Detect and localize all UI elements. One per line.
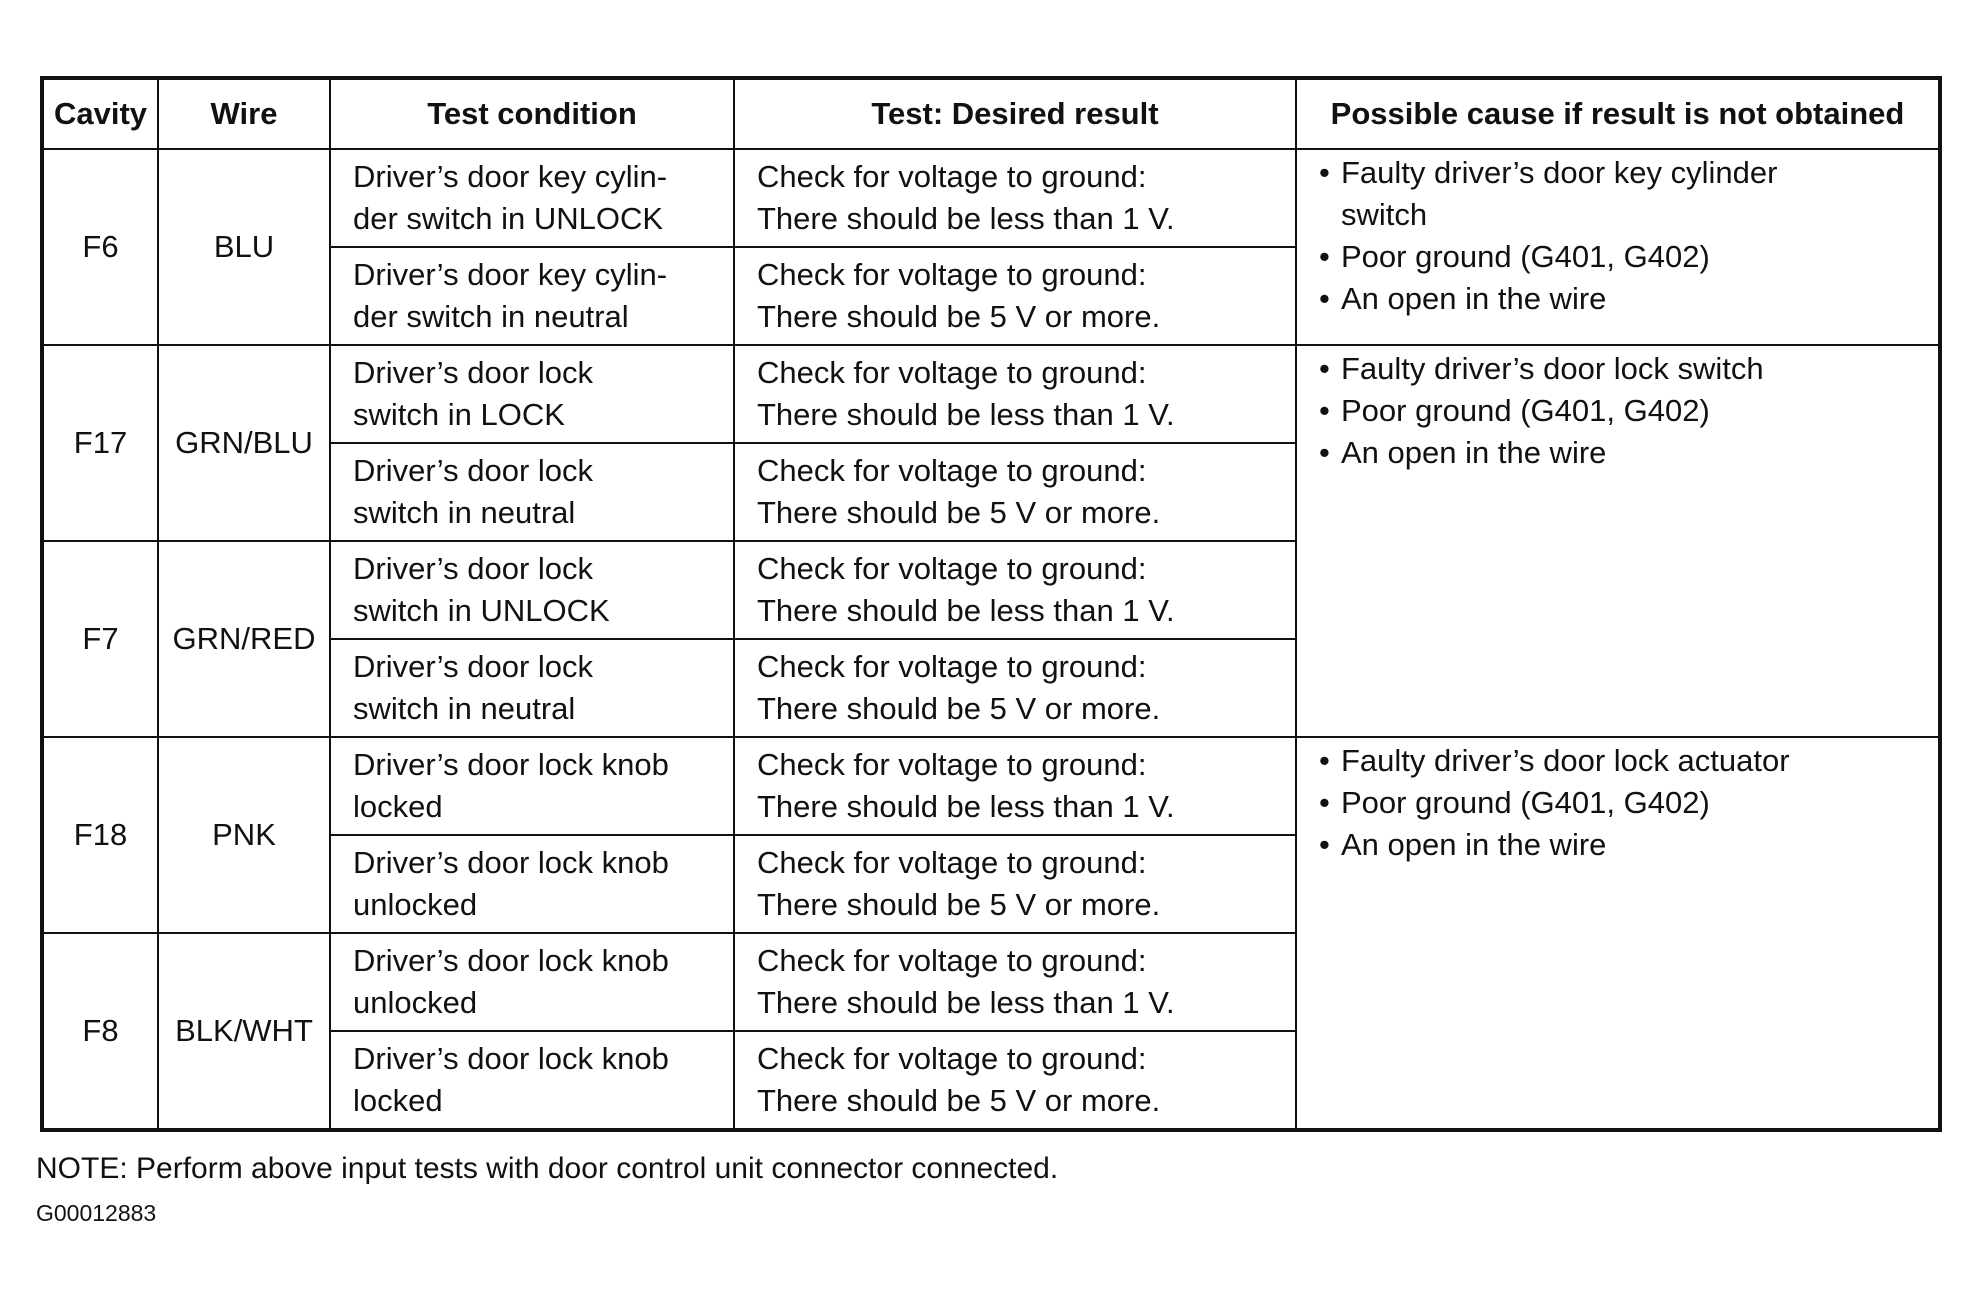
text-line: Driver’s door key cylin- bbox=[353, 159, 668, 194]
desired-result-cell bbox=[734, 1031, 1296, 1130]
text-line: switch in neutral bbox=[353, 495, 576, 530]
text-line: der switch in UNLOCK bbox=[353, 201, 664, 236]
test-condition-cell bbox=[330, 639, 734, 737]
cause-item: • Poor ground (G401, G402) bbox=[1319, 782, 1926, 824]
cavity-cell: F6 bbox=[42, 149, 158, 345]
text-line: Driver’s door lock knob bbox=[353, 943, 669, 978]
desired-result-cell bbox=[734, 443, 1296, 541]
test-condition-cell bbox=[330, 541, 734, 639]
table-body bbox=[42, 149, 1940, 1130]
text-line: Check for voltage to ground: bbox=[757, 747, 1147, 782]
footnote: NOTE: Perform above input tests with door control unit connector connected. bbox=[36, 1152, 1059, 1185]
cause-item: • An open in the wire bbox=[1319, 432, 1926, 474]
text-line: der switch in neutral bbox=[353, 299, 629, 334]
header-possible-cause: Possible cause if result is not obtained bbox=[1296, 78, 1940, 149]
cause-item-continuation: switch bbox=[1341, 197, 1428, 232]
desired-result-cell bbox=[734, 933, 1296, 1031]
desired-result-cell bbox=[734, 737, 1296, 835]
text-line: Check for voltage to ground: bbox=[757, 257, 1147, 292]
text-line: Check for voltage to ground: bbox=[757, 943, 1147, 978]
cause-item: • Poor ground (G401, G402) bbox=[1319, 236, 1926, 278]
text-line: unlocked bbox=[353, 887, 478, 922]
header-cavity: Cavity bbox=[42, 78, 158, 149]
cause-item: • Faulty driver’s door lock actuator bbox=[1319, 740, 1926, 782]
text-line: There should be less than 1 V. bbox=[757, 985, 1175, 1020]
text-line: Driver’s door key cylin- bbox=[353, 257, 668, 292]
bullet-icon: • bbox=[1319, 351, 1330, 386]
text-line: Driver’s door lock knob bbox=[353, 747, 669, 782]
wire-cell: BLK/WHT bbox=[158, 933, 330, 1130]
table-row bbox=[42, 149, 1940, 247]
desired-result-cell bbox=[734, 247, 1296, 345]
text-line: There should be 5 V or more. bbox=[757, 1083, 1161, 1118]
test-condition-cell bbox=[330, 247, 734, 345]
text-line: switch in neutral bbox=[353, 691, 576, 726]
bullet-icon: • bbox=[1319, 435, 1330, 470]
cause-item: • Faulty driver’s door key cylinder bbox=[1319, 152, 1926, 194]
text-line: There should be 5 V or more. bbox=[757, 887, 1161, 922]
text-line: There should be less than 1 V. bbox=[757, 397, 1175, 432]
bullet-icon: • bbox=[1319, 155, 1330, 190]
text-line: Check for voltage to ground: bbox=[757, 159, 1147, 194]
test-condition-cell bbox=[330, 149, 734, 247]
text-line: Driver’s door lock bbox=[353, 355, 594, 390]
cavity-cell: F8 bbox=[42, 933, 158, 1130]
figure-code: G00012883 bbox=[36, 1200, 157, 1226]
text-line: Driver’s door lock bbox=[353, 551, 594, 586]
possible-cause-cell bbox=[1296, 149, 1940, 345]
text-line: Check for voltage to ground: bbox=[757, 649, 1147, 684]
bullet-icon: • bbox=[1319, 281, 1330, 316]
wire-cell: GRN/BLU bbox=[158, 345, 330, 541]
bullet-icon: • bbox=[1319, 743, 1330, 778]
text-line: There should be less than 1 V. bbox=[757, 201, 1175, 236]
cause-item: • An open in the wire bbox=[1319, 824, 1926, 866]
table-row bbox=[42, 737, 1940, 835]
desired-result-cell bbox=[734, 149, 1296, 247]
header-wire: Wire bbox=[158, 78, 330, 149]
text-line: Check for voltage to ground: bbox=[757, 355, 1147, 390]
text-line: Driver’s door lock bbox=[353, 649, 594, 684]
text-line: There should be less than 1 V. bbox=[757, 593, 1175, 628]
bullet-icon: • bbox=[1319, 393, 1330, 428]
text-line: locked bbox=[353, 1083, 443, 1118]
text-line: There should be 5 V or more. bbox=[757, 691, 1161, 726]
bullet-icon: • bbox=[1319, 239, 1330, 274]
text-line: Driver’s door lock bbox=[353, 453, 594, 488]
table-row bbox=[42, 345, 1940, 443]
text-line: Check for voltage to ground: bbox=[757, 845, 1147, 880]
test-condition-cell bbox=[330, 443, 734, 541]
bullet-icon: • bbox=[1319, 785, 1330, 820]
text-line: switch in LOCK bbox=[353, 397, 565, 432]
text-line: locked bbox=[353, 789, 443, 824]
header-desired-result: Test: Desired result bbox=[734, 78, 1296, 149]
text-line: Driver’s door lock knob bbox=[353, 845, 669, 880]
wire-cell: GRN/RED bbox=[158, 541, 330, 737]
possible-cause-cell bbox=[1296, 737, 1940, 1130]
test-condition-cell bbox=[330, 1031, 734, 1130]
text-line: There should be less than 1 V. bbox=[757, 789, 1175, 824]
text-line: Check for voltage to ground: bbox=[757, 453, 1147, 488]
cavity-cell: F7 bbox=[42, 541, 158, 737]
desired-result-cell bbox=[734, 541, 1296, 639]
cause-item: • An open in the wire bbox=[1319, 278, 1926, 320]
wire-cell: PNK bbox=[158, 737, 330, 933]
cavity-cell: F18 bbox=[42, 737, 158, 933]
test-condition-cell bbox=[330, 345, 734, 443]
desired-result-cell bbox=[734, 345, 1296, 443]
possible-cause-cell bbox=[1296, 345, 1940, 737]
text-line: unlocked bbox=[353, 985, 478, 1020]
desired-result-cell bbox=[734, 639, 1296, 737]
text-line: Check for voltage to ground: bbox=[757, 1041, 1147, 1076]
bullet-icon: • bbox=[1319, 827, 1330, 862]
cause-item: • Poor ground (G401, G402) bbox=[1319, 390, 1926, 432]
test-table bbox=[40, 76, 1942, 1132]
test-condition-cell bbox=[330, 835, 734, 933]
text-line: Driver’s door lock knob bbox=[353, 1041, 669, 1076]
text-line: Check for voltage to ground: bbox=[757, 551, 1147, 586]
header-test-condition: Test condition bbox=[330, 78, 734, 149]
table-header bbox=[42, 78, 1940, 149]
wire-cell: BLU bbox=[158, 149, 330, 345]
cause-item: • Faulty driver’s door lock switch bbox=[1319, 348, 1926, 390]
cavity-cell: F17 bbox=[42, 345, 158, 541]
header-row bbox=[42, 78, 1940, 149]
desired-result-cell bbox=[734, 835, 1296, 933]
test-condition-cell bbox=[330, 737, 734, 835]
text-line: switch in UNLOCK bbox=[353, 593, 610, 628]
test-condition-cell bbox=[330, 933, 734, 1031]
text-line: There should be 5 V or more. bbox=[757, 299, 1161, 334]
text-line: There should be 5 V or more. bbox=[757, 495, 1161, 530]
